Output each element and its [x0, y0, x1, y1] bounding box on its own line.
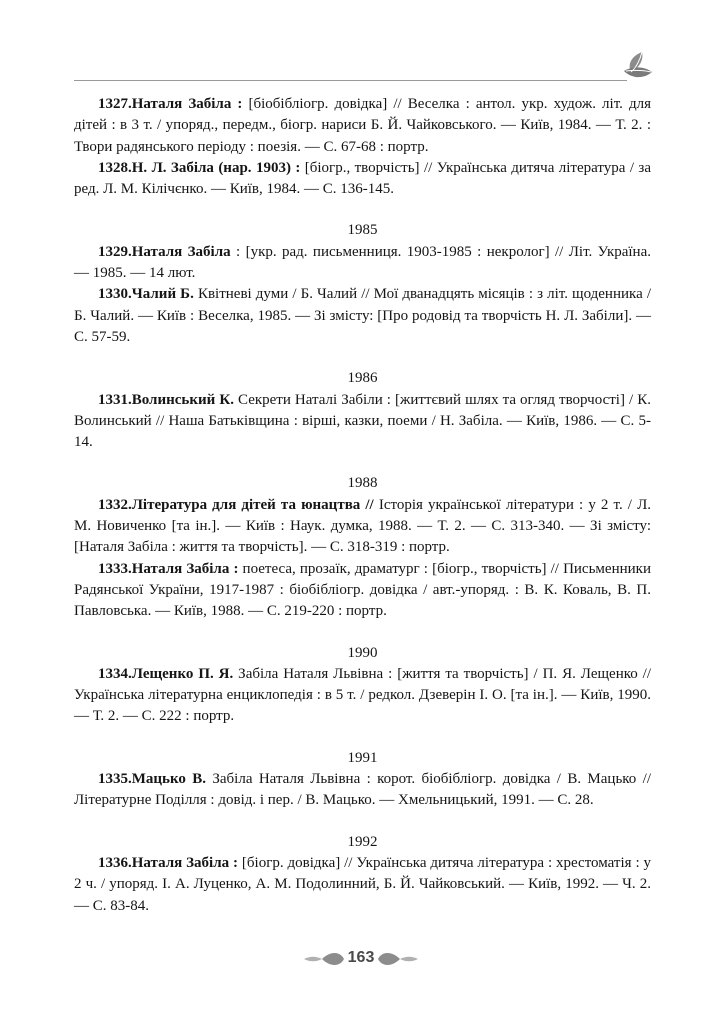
section-1988 — [74, 473, 651, 622]
entry-heading: Лещенко П. Я. — [131, 665, 234, 682]
entry-body: Забіла Наталя Львівна : корот. біобібліогр. довідка / В. Мацько // Літературне Поділля : довід. і пер. / В. Мацько. — Хмельницький, 1991. — С. 28. — [74, 771, 651, 809]
section-1985 — [74, 220, 651, 348]
section-1986 — [74, 368, 651, 453]
entry-number: 1331. — [98, 391, 132, 408]
entry-body: Квітневі думи / Б. Чалий // Мої дванадцять місяців : з літ. щоденника / Б. Чалий. — Київ : Веселка, 1985. — Зі змісту: [Про родовід та творчість Н. Л. Забіли]. — С. 57-59. — [74, 286, 651, 345]
leaf-ornament-icon — [612, 48, 658, 88]
entry-1332 — [74, 495, 651, 559]
page-number: 163 — [347, 949, 375, 966]
entry-number: 1327. — [98, 96, 132, 112]
section-1992 — [74, 832, 651, 917]
header-rule — [74, 80, 627, 81]
entry-1334 — [74, 664, 651, 728]
entry-number: 1334. — [98, 665, 132, 682]
entry-number: 1333. — [98, 560, 132, 577]
entry-1329 — [74, 242, 651, 285]
entry-1335 — [74, 769, 651, 812]
entry-body: Історія української літератури : у 2 т. / Л. М. Новиченко [та ін.]. — Київ : Наук. думка, 1988. — Т. 2. — С. 313-340. — Зі змісту: [Наталя Забіла : життя та творчість]. — С. 318-319 : портр. — [74, 496, 651, 556]
entry-body: Забіла Наталя Львівна : [життя та творчість] / П. Я. Лещенко // Українська літературна енциклопедія : в 5 т. / редкол. Дзеверін І. О. [та ін.]. — Київ, 1990. — Т. 2. — С. 222 : портр. — [74, 665, 652, 725]
section-1991 — [74, 748, 651, 812]
entry-number: 1336. — [98, 854, 132, 871]
year-heading: 1991 — [347, 749, 378, 766]
entry-number: 1332. — [98, 496, 132, 513]
entry-heading: Наталя Забіла : — [131, 854, 239, 871]
entry-1328 — [74, 158, 651, 201]
entry-number: 1329. — [98, 243, 132, 260]
entry-1336 — [74, 853, 651, 917]
year-heading: 1990 — [347, 644, 378, 661]
entry-heading: Мацько В. — [131, 771, 207, 788]
entry-body: [біогр., творчість] // Українська дитяча література / за ред. Л. М. Кілічєнко. — Київ, 1984. — С. 136-145. — [74, 159, 651, 198]
entry-number: 1330. — [98, 286, 132, 303]
section-1990 — [74, 643, 651, 728]
entry-heading: Волинський К. — [131, 391, 234, 408]
entry-body: : [укр. рад. письменниця. 1903-1985 : некролог] // Літ. Україна. — 1985. — 14 лют. — [74, 243, 651, 282]
entry-1333 — [74, 559, 651, 623]
entry-body: [біогр. довідка] // Українська дитяча література : хрестоматія : у 2 ч. / упоряд. І. А. Луценко, А. М. Подолинний, Б. Й. Чайковський. — Київ, 1992. — Ч. 2. — С. 83-84. — [74, 854, 651, 914]
entry-number: 1335. — [98, 771, 132, 788]
entry-number: 1328. — [98, 159, 132, 176]
year-heading: 1985 — [347, 222, 378, 239]
entry-heading: Наталя Забіла : — [131, 96, 243, 112]
page-footer — [300, 946, 422, 972]
entry-1330 — [74, 284, 651, 348]
year-heading: 1988 — [347, 475, 378, 492]
entry-heading: Н. Л. Забіла (нар. 1903) : — [131, 159, 301, 176]
entries-1984 — [74, 94, 651, 200]
entry-heading: Наталя Забіла : — [131, 560, 239, 577]
entry-body: поетеса, прозаїк, драматург : [біогр., творчість] // Письменники Радянської України, 1917-1987 : біобібліогр. довідка / авт.-упоряд. : В. К. Коваль, В. П. Павловська. — Київ, 1988. — С. 219-220 : портр. — [74, 560, 651, 620]
year-heading: 1986 — [347, 370, 378, 387]
year-heading: 1992 — [347, 833, 378, 850]
entry-heading: Література для дітей та юнацтва // — [131, 496, 374, 513]
entry-body: [біобібліогр. довідка] // Веселка : антол. укр. худож. літ. для дітей : в 3 т. / упоряд., передм., біогр. нариси Б. Й. Чайковського. — Київ, 1984. — Т. 2. : Твори радянського періоду : поезія. — С. 67-68 : портр. — [74, 96, 651, 155]
entry-1331 — [74, 390, 651, 454]
entry-heading: Наталя Забіла — [131, 243, 231, 260]
bibliography-text — [74, 94, 651, 917]
entry-heading: Чалий Б. — [131, 286, 194, 303]
entry-body: Секрети Наталі Забіли : [життєвий шлях та огляд творчості] / К. Волинський // Наша Батьківщина : вірші, казки, поеми / Н. Забіла. — Київ, 1986. — С. 5-14. — [74, 391, 651, 451]
entry-1327 — [74, 94, 651, 158]
